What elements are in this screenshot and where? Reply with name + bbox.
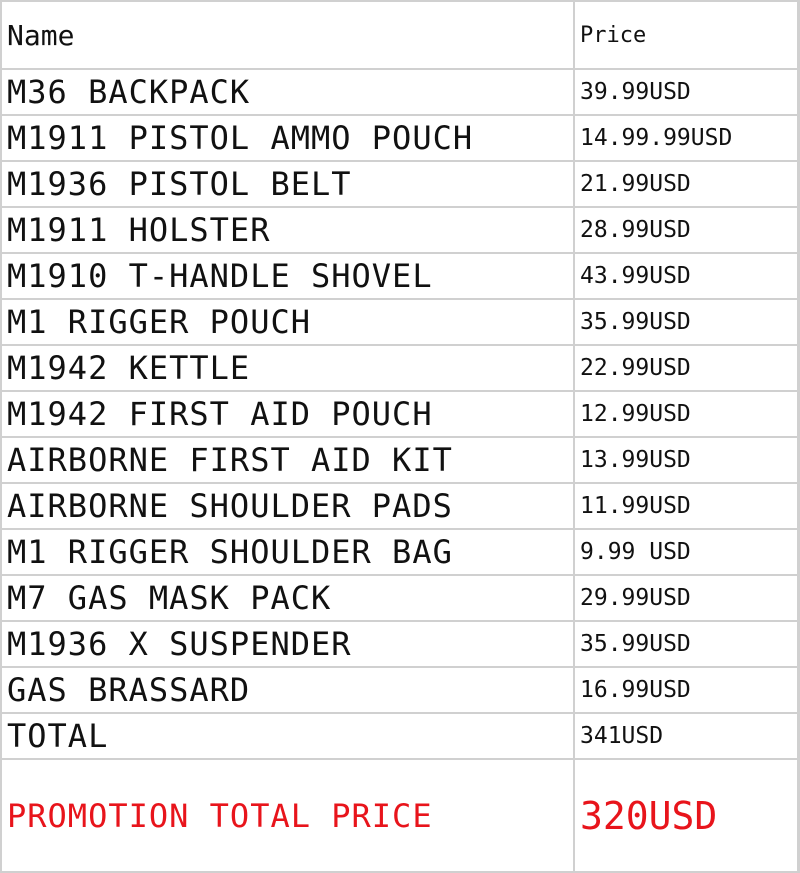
table-row <box>1 207 800 253</box>
item-name-cell[interactable]: M1910 T-HANDLE SHOVEL <box>1 253 574 299</box>
item-price-cell[interactable]: 29.99USD <box>574 575 800 621</box>
item-price-cell[interactable]: 9.99 USD <box>574 529 800 575</box>
total-row <box>1 713 800 759</box>
header-row <box>1 1 800 69</box>
item-name-cell[interactable]: GAS BRASSARD <box>1 667 574 713</box>
table-row <box>1 161 800 207</box>
table-row <box>1 69 800 115</box>
table-row <box>1 621 800 667</box>
item-name-cell[interactable]: M1942 KETTLE <box>1 345 574 391</box>
item-price-cell[interactable]: 14.99.99USD <box>574 115 800 161</box>
header-price-cell[interactable]: Price <box>574 1 800 69</box>
item-name-cell[interactable]: AIRBORNE FIRST AID KIT <box>1 437 574 483</box>
item-price-cell[interactable]: 35.99USD <box>574 299 800 345</box>
item-price-cell[interactable]: 16.99USD <box>574 667 800 713</box>
table-row <box>1 253 800 299</box>
item-name-cell[interactable]: M1 RIGGER POUCH <box>1 299 574 345</box>
item-price-cell[interactable]: 39.99USD <box>574 69 800 115</box>
promotion-value-cell[interactable]: 320USD <box>574 759 800 872</box>
table-row <box>1 391 800 437</box>
promotion-label-cell[interactable]: PROMOTION TOTAL PRICE <box>1 759 574 872</box>
item-price-cell[interactable]: 21.99USD <box>574 161 800 207</box>
header-name-cell[interactable]: Name <box>1 1 574 69</box>
table-row <box>1 667 800 713</box>
item-name-cell[interactable]: M1936 X SUSPENDER <box>1 621 574 667</box>
item-price-cell[interactable]: 28.99USD <box>574 207 800 253</box>
item-price-cell[interactable]: 43.99USD <box>574 253 800 299</box>
item-price-cell[interactable]: 35.99USD <box>574 621 800 667</box>
table-row <box>1 437 800 483</box>
item-name-cell[interactable]: M1 RIGGER SHOULDER BAG <box>1 529 574 575</box>
item-price-cell[interactable]: 12.99USD <box>574 391 800 437</box>
item-name-cell[interactable]: M1942 FIRST AID POUCH <box>1 391 574 437</box>
table-row <box>1 299 800 345</box>
item-price-cell[interactable]: 22.99USD <box>574 345 800 391</box>
table-row <box>1 483 800 529</box>
total-label-cell[interactable]: TOTAL <box>1 713 574 759</box>
promotion-row <box>1 759 800 872</box>
item-price-cell[interactable]: 11.99USD <box>574 483 800 529</box>
item-name-cell[interactable]: M1911 HOLSTER <box>1 207 574 253</box>
item-name-cell[interactable]: AIRBORNE SHOULDER PADS <box>1 483 574 529</box>
total-value-cell[interactable]: 341USD <box>574 713 800 759</box>
table-row <box>1 529 800 575</box>
table-row <box>1 575 800 621</box>
item-name-cell[interactable]: M7 GAS MASK PACK <box>1 575 574 621</box>
item-name-cell[interactable]: M1911 PISTOL AMMO POUCH <box>1 115 574 161</box>
item-name-cell[interactable]: M36 BACKPACK <box>1 69 574 115</box>
table-row <box>1 345 800 391</box>
item-price-cell[interactable]: 13.99USD <box>574 437 800 483</box>
item-name-cell[interactable]: M1936 PISTOL BELT <box>1 161 574 207</box>
table-row <box>1 115 800 161</box>
